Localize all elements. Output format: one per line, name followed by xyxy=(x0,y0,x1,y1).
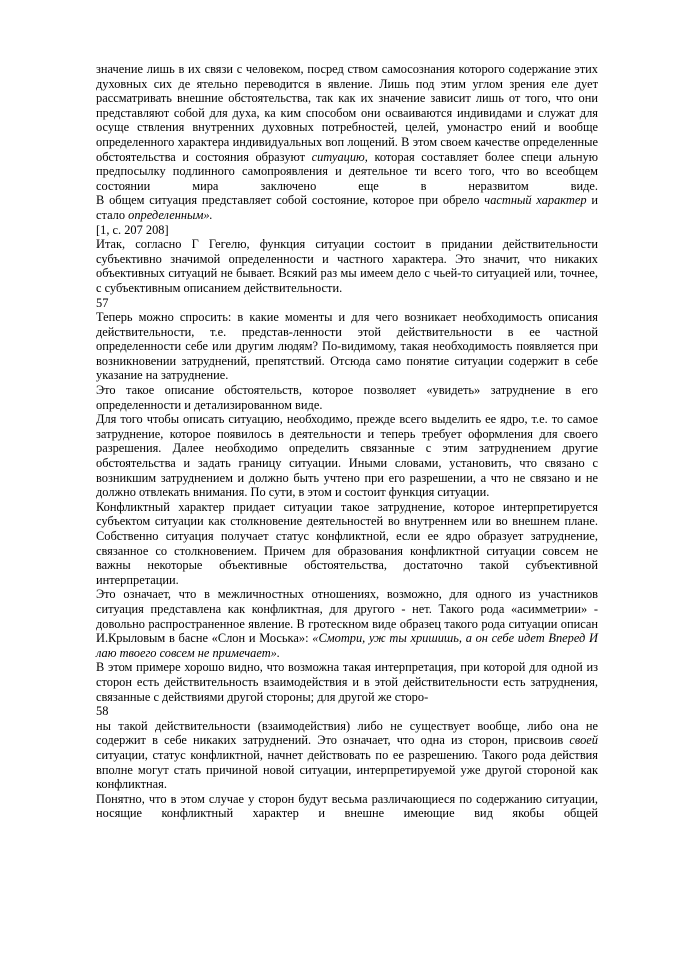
page-number-57: 57 xyxy=(96,295,109,310)
text-run: Это такое описание обстоятельств, которое позволяет «увидеть» затруднение в его определенности и детализированном виде. xyxy=(96,383,598,412)
text-run: Для того чтобы описать ситуацию, необходимо, прежде всего выделить ее ядро, т.е. то самое затруднение, которое появилось в деятельности и теперь требует оформления для своего разрешения. Далее необходимо определить связанные с этим затруднением другие обстоятельства и задать границу ситуации. Иными словами, установить, что связано с возникшим затруднением и должно быть учтено при его разрешении, а что не связано и не должно отвлекать внимания. По сути, в этом и состоит функция ситуации. xyxy=(96,412,598,500)
text-run: Это означает, что в межличностных отношениях, возможно, для одного из участников ситуация представлена как конфликтная, для другого - нет. Такого рода «асимметрии» - довольно распространенное явление. В гротескном виде образец такого рода ситуации описан И.Крыловым в басне «Слон и Моська»: xyxy=(96,587,598,646)
text-run: и стало xyxy=(96,193,599,222)
emphasis-opredelennym: определенным». xyxy=(128,207,213,222)
text-run: В общем ситуация представляет собой состояние, которое при обрело xyxy=(96,193,485,208)
citation-reference: [1, с. 207 208] xyxy=(96,222,169,237)
emphasis-svoey: своей xyxy=(569,733,598,748)
paragraph-3 xyxy=(96,237,598,295)
text-run: ны такой действительности (взаимодействия) либо не существует вообще, либо она не содержит в себе никаких затруднений. Это означает, что одна из сторон, присвоив xyxy=(96,718,598,748)
paragraph-2 xyxy=(96,193,598,222)
text-run: Итак, согласно Г Гегелю, функция ситуации состоит в придании действительности субъективно значимой определенности и частного характера. Это значит, что никаких объективных ситуаций не бывает. Всякий раз мы имеем дело с чьей-то ситуацией или, точнее, с субъективным описанием действительности. xyxy=(96,237,598,295)
text-run: ситуации, статус конфликтной, начнет действовать по ее разрешению. Такого рода действия вполне могут стать причиной новой ситуации, интерпретируемой уже другой стороной как конфликтная. xyxy=(96,747,598,792)
text-run: значение лишь в их связи с человеком, посред ством самосознания которого содержание этих духовных сих де ятельно переводится в явление. Лишь под этим углом зрения еле дует рассматривать внешние обстоятельства, так как их значение зависит лишь от того, что они представляют собой для духа, ка ким способом они осваиваются индивидами и служат для осуще ствления внутренних духовных потребностей, целей, умонастро ений и вообще определенного характера индивидуальных воп лощений. В этом своем качестве определенные обстоятельства и состояния образуют xyxy=(96,62,598,164)
paragraph-11 xyxy=(96,792,598,821)
paragraph-7 xyxy=(96,500,598,588)
text-column xyxy=(96,62,598,821)
paragraph-6 xyxy=(96,412,598,500)
paragraph-10 xyxy=(96,719,598,792)
page-number-58: 58 xyxy=(96,704,109,719)
text-run: В этом примере хорошо видно, что возможна такая интерпретация, при которой для одной из сторон есть действительность взаимодействия и в этой действительности есть затруднения, связанные с действиями другой стороны; для другой же сторо- xyxy=(96,660,598,704)
text-run: Конфликтный характер придает ситуации такое затруднение, которое интерпретируется субъектом ситуации как столкновение деятельностей во внутреннем или во внешнем плане. Собственно ситуация получает статус конфликтной, если ее ядро образует затруднение, связанное со столкновением. Причем для образования конфликтной ситуации совсем не важны некоторые объективные обстоятельства, достаточно такой субъективной интерпретации. xyxy=(96,499,598,587)
quote-krylov-fable: «Смотри, уж ты хришишь, а он себе идет Вперед И лаю твоего совсем не примечает». xyxy=(96,631,598,660)
paragraph-1 xyxy=(96,62,598,193)
text-run: Понятно, что в этом случае у сторон будут весьма различающиеся по содержанию ситуации, носящие конфликтный характер и внешне имеющие вид якобы общей xyxy=(96,791,598,821)
paragraph-4 xyxy=(96,310,598,383)
text-run: которая составляет более специ альную предпосылку подлинного самопроявления и деятельное ти всего того, что во всеобщем состоянии мира заключено еще в неразвитом виде. xyxy=(96,149,599,193)
emphasis-chastny-harakter: частный характер xyxy=(484,193,587,208)
paragraph-8 xyxy=(96,587,598,660)
emphasis-situaciyu: ситуацию, xyxy=(311,149,368,164)
text-run: Теперь можно спросить: в какие моменты и для чего возникает необходимость описания действительности, т.е. представ-ленности этой действительности в ее частной определенности себе или другим людям? По-видимому, такая необходимость появляется при возникновении затруднений, препятствий. Отсюда само понятие ситуации содержит в себе указание на затруднение. xyxy=(96,310,598,383)
paragraph-5 xyxy=(96,383,598,412)
paragraph-9 xyxy=(96,660,598,704)
